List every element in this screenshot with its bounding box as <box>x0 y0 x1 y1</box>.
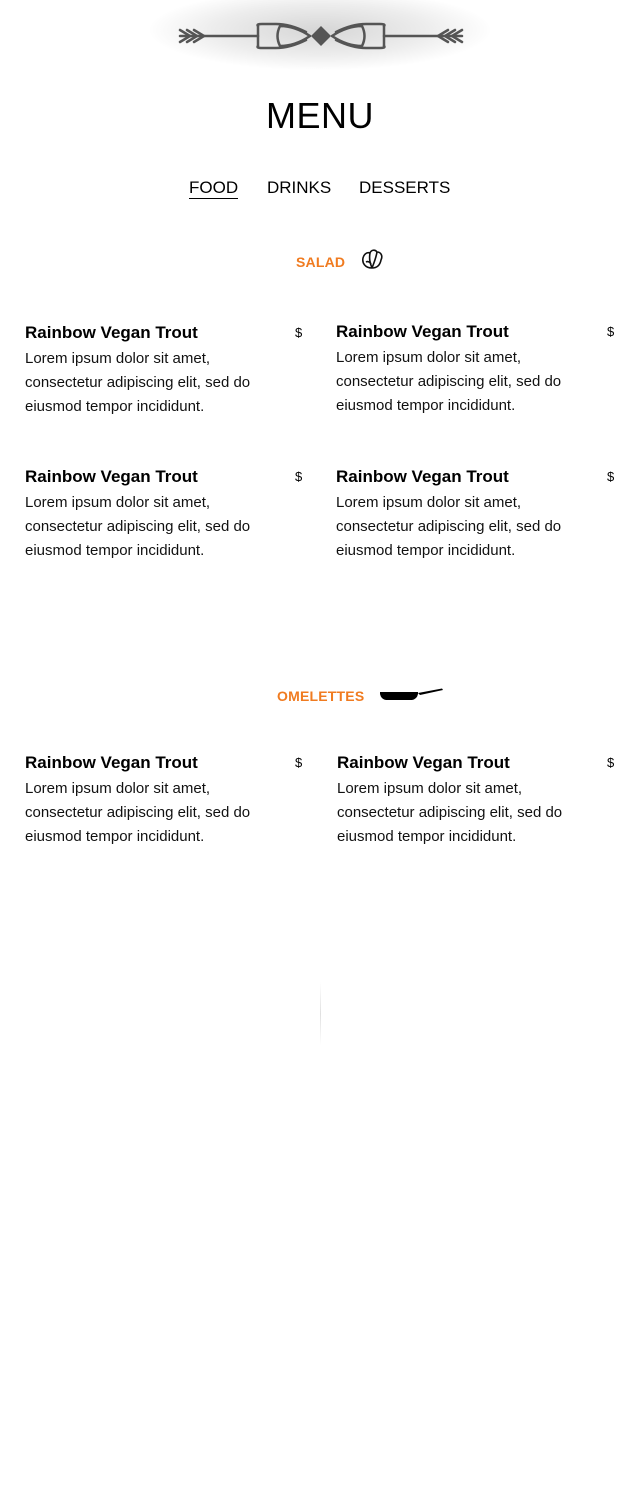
item-description: Lorem ipsum dolor sit amet, consectetur adipiscing elit, sed do eiusmod tempor incididunt. <box>25 780 251 845</box>
section-label: SALAD <box>296 254 346 270</box>
item-price: $ <box>607 469 615 484</box>
vertical-divider <box>320 982 321 1046</box>
menu-tabs <box>0 178 640 202</box>
item-name: Rainbow Vegan Trout <box>25 323 198 342</box>
item-price: $ <box>607 324 615 339</box>
item-price: $ <box>295 325 303 340</box>
item-price: $ <box>295 755 303 770</box>
salad-icon <box>360 248 384 270</box>
tab-drinks[interactable]: DRINKS <box>267 178 332 197</box>
frying-pan-icon <box>378 687 444 703</box>
ornament-divider <box>140 0 500 80</box>
section-label: OMELETTES <box>277 688 365 704</box>
item-description: Lorem ipsum dolor sit amet, consectetur adipiscing elit, sed do eiusmod tempor incididunt. <box>337 780 563 845</box>
item-name: Rainbow Vegan Trout <box>25 467 198 486</box>
tab-desserts[interactable]: DESSERTS <box>359 178 451 197</box>
item-price: $ <box>607 755 615 770</box>
item-description: Lorem ipsum dolor sit amet, consectetur adipiscing elit, sed do eiusmod tempor incididunt. <box>25 350 251 415</box>
item-description: Lorem ipsum dolor sit amet, consectetur adipiscing elit, sed do eiusmod tempor incididunt. <box>336 349 562 414</box>
item-name: Rainbow Vegan Trout <box>337 753 510 772</box>
item-price: $ <box>295 469 303 484</box>
item-description: Lorem ipsum dolor sit amet, consectetur adipiscing elit, sed do eiusmod tempor incididunt. <box>25 494 251 559</box>
ornament-icon <box>140 0 500 80</box>
section-header-salad <box>0 248 640 278</box>
item-name: Rainbow Vegan Trout <box>336 322 509 341</box>
section-header-omelettes <box>0 683 640 713</box>
item-name: Rainbow Vegan Trout <box>336 467 509 486</box>
item-name: Rainbow Vegan Trout <box>25 753 198 772</box>
page-title: MENU <box>266 95 374 136</box>
tab-food[interactable]: FOOD <box>189 178 239 197</box>
item-description: Lorem ipsum dolor sit amet, consectetur adipiscing elit, sed do eiusmod tempor incididunt. <box>336 494 562 559</box>
